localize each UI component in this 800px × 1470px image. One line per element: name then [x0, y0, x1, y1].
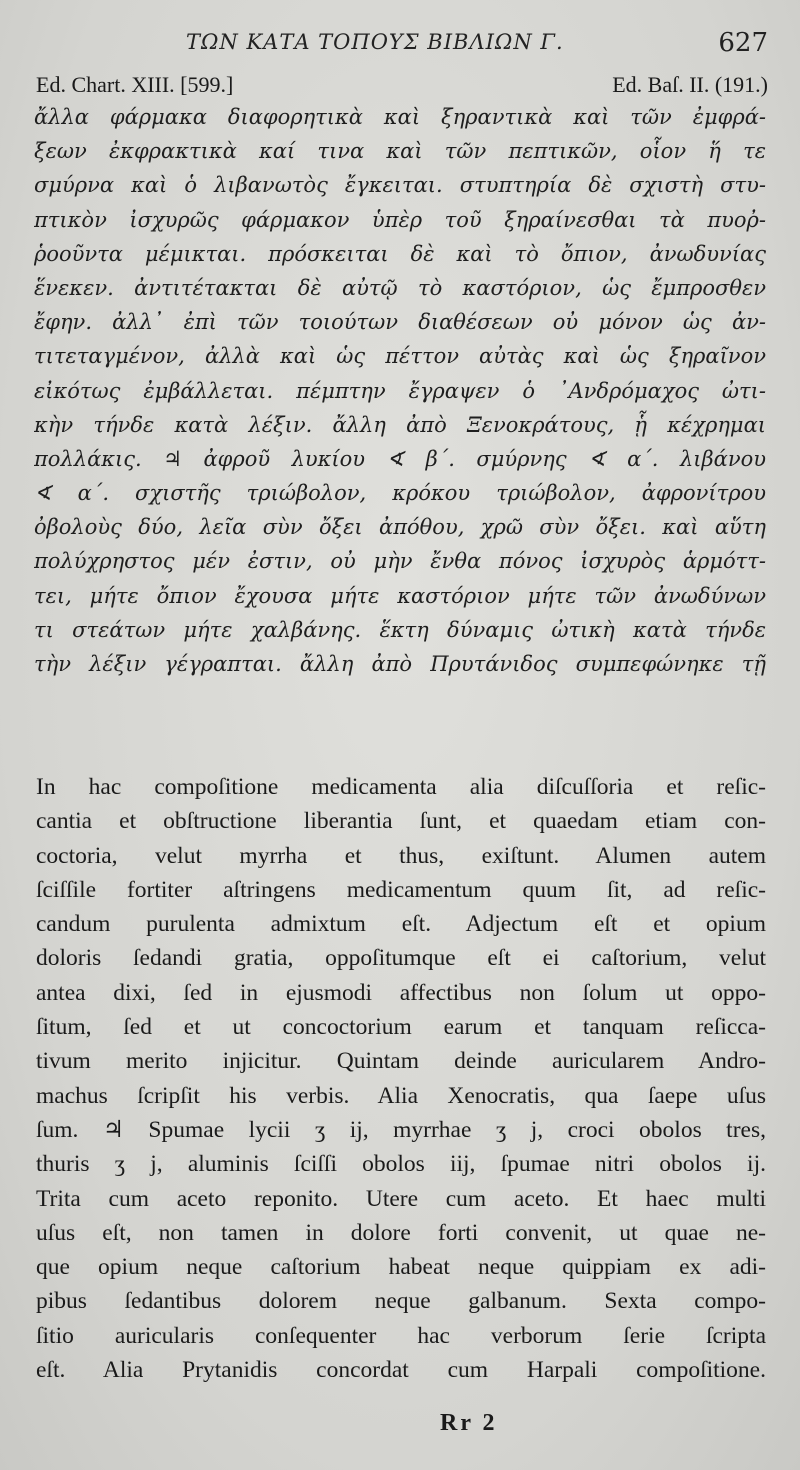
greek-text-line: εἰκότως ἐμβάλλεται. πέμπτην ἔγραψεν ὁ ᾽Ανδρόμαχος ὠτι- [34, 378, 766, 403]
latin-text-line: Trita cum aceto reponito. Utere cum aceto. Et haec multi [36, 1185, 766, 1212]
edition-basel: Ed. Baſ. II. (191.) [612, 72, 768, 97]
greek-text-line: ὀβολοὺς δύο, λεῖα σὺν ὄξει ἀπόθου, χρῶ σὺν ὄξει. καὶ αὕτη [34, 515, 766, 540]
greek-text-block [34, 100, 766, 681]
greek-text-line: πολύχρηστος μέν ἐστιν, οὐ μὴν ἔνθα πόνος ἰσχυρὸς ἁρμόττ- [34, 549, 766, 574]
greek-text-line: κὴν τήνδε κατὰ λέξιν. ἄλλη ἀπὸ Ξενοκράτους, ᾗ κέχρημαι [34, 412, 766, 437]
page-header [36, 28, 776, 68]
greek-text-line: τιτεταγμένον, ἀλλὰ καὶ ὡς πέττον αὐτὰς καὶ ὡς ξηραῖνον [34, 344, 766, 369]
page-number: 627 [718, 28, 768, 58]
greek-text-line: ῥοοῦντα μέμικται. πρόσκειται δὲ καὶ τὸ ὄπιον, ἀνωδυνίας [34, 241, 766, 266]
greek-text-line: σμύρνα καὶ ὁ λιβανωτὸς ἔγκειται. στυπτηρία δὲ σχιστὴ στυ- [34, 173, 766, 198]
latin-text-line: doloris ſedandi gratia, oppoſitumque eſt ei caſtorium, velut [36, 945, 766, 972]
latin-text-line: candum purulenta admixtum eſt. Adjectum eſt et opium [36, 911, 766, 938]
latin-text-line: coctoria, velut myrrha et thus, exiſtunt. Alumen autem [36, 842, 766, 869]
greek-text-line: ἄλλα φάρμακα διαφορητικὰ καὶ ξηραντικὰ καὶ τῶν ἐμφρά- [34, 105, 766, 129]
latin-text-line: eſt. Alia Prytanidis concordat cum Harpali compoſitione. [36, 1357, 766, 1384]
latin-text-line: thuris ʒ j, aluminis ſciſſi obolos iij, ſpumae nitri obolos ij. [36, 1151, 766, 1178]
greek-text-line: τει, μήτε ὄπιον ἔχουσα μήτε καστόριον μήτε τῶν ἀνωδύνων [34, 583, 766, 608]
latin-text-line: tivum merito injicitur. Quintam deinde auricularem Andro- [36, 1048, 766, 1075]
latin-text-line: uſus eſt, non tamen in dolore forti convenit, ut quae ne- [36, 1219, 766, 1246]
latin-text-line: antea dixi, ſed in ejusmodi affectibus non ſolum ut oppo- [36, 979, 766, 1006]
latin-text-line: ſciſſile fortiter aſtringens medicamentum quum ſit, ad reſic- [36, 876, 766, 903]
greek-text-line: πολλάκις. ♃ ἀφροῦ λυκίου ∢ β΄. σμύρνης ∢ α΄. λιβάνου [34, 446, 766, 471]
greek-text-line: ἕνεκεν. ἀντιτέτακται δὲ αὐτῷ τὸ καστόριον, ὡς ἔμπροσθεν [34, 275, 766, 300]
latin-text-line: ſitum, ſed et ut concoctorium earum et tanquam reſicca- [36, 1014, 766, 1041]
greek-text-line: τι στεάτων μήτε χαλβάνης. ἕκτη δύναμις ὠτικὴ κατὰ τήνδε [34, 617, 766, 642]
latin-text-line: que opium neque caſtorium habeat neque quippiam ex adi- [36, 1254, 766, 1281]
greek-text-line: πτικὸν ἰσχυρῶς φάρμακον ὑπὲρ τοῦ ξηραίνεσθαι τὰ πυοῤ- [34, 207, 766, 232]
signature-mark: Rr 2 [440, 1410, 498, 1436]
greek-text-line: ἔφην. ἀλλ᾽ ἐπὶ τῶν τοιούτων διαθέσεων οὐ μόνον ὡς ἀν- [34, 310, 766, 335]
greek-text-line: τὴν λέξιν γέγραπται. ἄλλη ἀπὸ Πρυτάνιδος συμπεφώνηκε τῇ [34, 652, 766, 676]
latin-text-line: pibus ſedantibus dolorem neque galbanum. Sexta compo- [36, 1288, 766, 1315]
greek-text-line: ξεων ἐκφρακτικὰ καί τινα καὶ τῶν πεπτικῶν, οἷον ἥ τε [34, 139, 766, 164]
latin-text-line: ſitio auricularis conſequenter hac verborum ſerie ſcripta [36, 1322, 766, 1349]
running-title: ΤΩΝ ΚΑΤΑ ΤΟΠΟΥΣ ΒΙΒΛΙΩΝ Γ. [186, 30, 564, 54]
greek-text-line: ∢ α΄. σχιστῆς τριώβολον, κρόκου τριώβολον, ἀφρονίτρου [34, 481, 766, 506]
latin-text-line: In hac compoſitione medicamenta alia diſcuſſoria et reſic- [36, 774, 766, 800]
edition-chartier: Ed. Chart. XIII. [599.] [36, 72, 234, 97]
latin-text-line: machus ſcripſit his verbis. Alia Xenocratis, qua ſaepe uſus [36, 1082, 766, 1109]
latin-text-line: cantia et obſtructione liberantia ſunt, et quaedam etiam con- [36, 808, 766, 835]
latin-text-line: ſum. ♃ Spumae lycii ʒ ij, myrrhae ʒ j, croci obolos tres, [36, 1116, 766, 1143]
latin-translation-block [36, 770, 766, 1387]
